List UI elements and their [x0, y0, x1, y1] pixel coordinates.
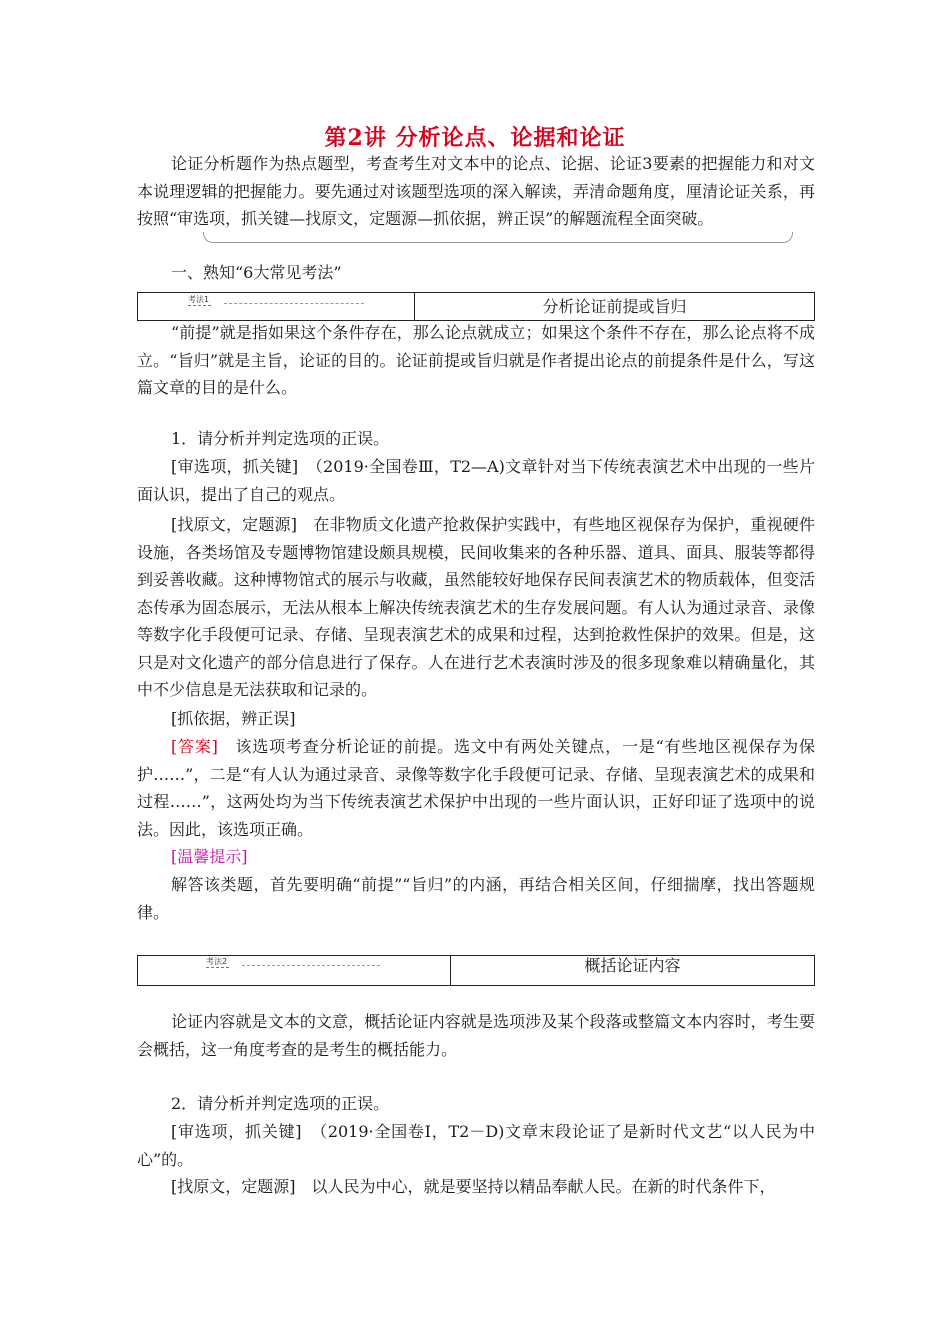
q2-step1-text: （2019·全国卷Ⅰ，T2－D)文章末段论证了是新时代文艺“以人民为中心”的。	[137, 1122, 815, 1169]
intro-paragraph: 论证分析题作为热点题型，考查考生对文本中的论点、论据、论证3要素的把握能力和对文本说理逻辑的把握能力。要先通过对该题型选项的深入解读，弄清命题角度，厘清论证关系，再按照“审选项，抓关键—找原文，定题源—抓依据，辨正误”的解题流程全面突破。	[137, 154, 815, 228]
q1-step1	[137, 453, 815, 508]
q1-answer-text: 该选项考查分析论证的前提。选文中有两处关键点，一是“有些地区视保存为保护……”，二是“有人认为通过录音、录像等数字化手段便可记录、存储、呈现表演艺术的成果和过程……”，这两处均为当下传统表演艺术保护中出现的一些片面认识，正好印证了选项中的说法。因此，该选项正确。	[137, 737, 815, 839]
intro-brace-divider	[203, 232, 793, 243]
page-title: 第2讲 分析论点、论据和论证	[324, 125, 626, 151]
q2-step1-label: [审选项，抓关键]	[171, 1122, 302, 1141]
q1-answer-label: [答案]	[171, 737, 218, 756]
method1-box	[137, 292, 815, 321]
q1-step1-label: [审选项，抓关键]	[171, 457, 299, 476]
q2-step1	[137, 1118, 815, 1173]
q1-step2-text: 在非物质文化遗产抢救保护实践中，有些地区视保存为保护，重视硬件设施，各类场馆及专题博物馆建设颇具规模，民间收集来的各种乐器、道具、面具、服装等都得到妥善收藏。这种博物馆式的展示与收藏，虽然能较好地保存民间表演艺术的物质载体，但变活态传承为固态展示，无法从根本上解决传统表演艺术的生存发展问题。有人认为通过录音、录像等数字化手段便可记录、存储、呈现表演艺术的成果和过程，达到抢救性保护的效果。但是，这只是对文化遗产的部分信息进行了保存。人在进行艺术表演时涉及的很多现象难以精确量化，其中不少信息是无法获取和记录的。	[137, 515, 815, 699]
q1-step2-label: [找原文，定题源]	[171, 515, 297, 534]
method1-name: 分析论证前提或旨归	[542, 297, 687, 316]
q2-prompt: 2．请分析并判定选项的正误。	[171, 1094, 390, 1113]
q1-step1-text: （2019·全国卷Ⅲ，T2—A)文章针对当下传统表演艺术中出现的一些片面认识，提出了自己的观点。	[137, 457, 815, 504]
q1-step2	[137, 511, 815, 704]
q1-tip-label-line	[137, 843, 815, 871]
method2-description: 论证内容就是文本的文意，概括论证内容就是选项涉及某个段落或整篇文本内容时，考生要会概括，这一角度考查的是考生的概括能力。	[137, 1012, 815, 1059]
method1-tag: 考法1	[188, 295, 210, 304]
method1-tag-cell	[138, 293, 415, 320]
method2-tag: 考法2	[206, 957, 228, 966]
method1-tag-line	[224, 303, 364, 304]
q1-step3-label: [抓依据，辨正误]	[171, 709, 296, 728]
method2-name: 概括论证内容	[584, 956, 681, 975]
q2-step2-text: 以人民为中心，就是要坚持以精品奉献人民。在新的时代条件下，	[311, 1177, 776, 1196]
method1-description: “前提”就是指如果这个条件存在，那么论点就成立；如果这个条件不存在，那么论点将不成立。“旨归”就是主旨，论证的目的。论证前提或旨归就是作者提出论点的前提条件是什么，写这篇文章的目的是什么。	[137, 323, 815, 397]
method2-tag-line	[242, 965, 380, 966]
q2-step2-label: [找原文，定题源]	[171, 1177, 296, 1196]
section-heading: 一、熟知“6大常见考法”	[171, 263, 342, 282]
q1-tip-text: 解答该类题，首先要明确“前提”“旨归”的内涵，再结合相关区间，仔细揣摩，找出答题规律。	[137, 875, 815, 922]
q1-tip-label: [温馨提示]	[171, 847, 248, 866]
q1-prompt: 1．请分析并判定选项的正误。	[171, 429, 390, 448]
method2-box	[137, 955, 815, 986]
q1-answer	[137, 733, 815, 843]
method2-tag-cell	[138, 956, 451, 985]
q2-step2	[137, 1173, 815, 1201]
